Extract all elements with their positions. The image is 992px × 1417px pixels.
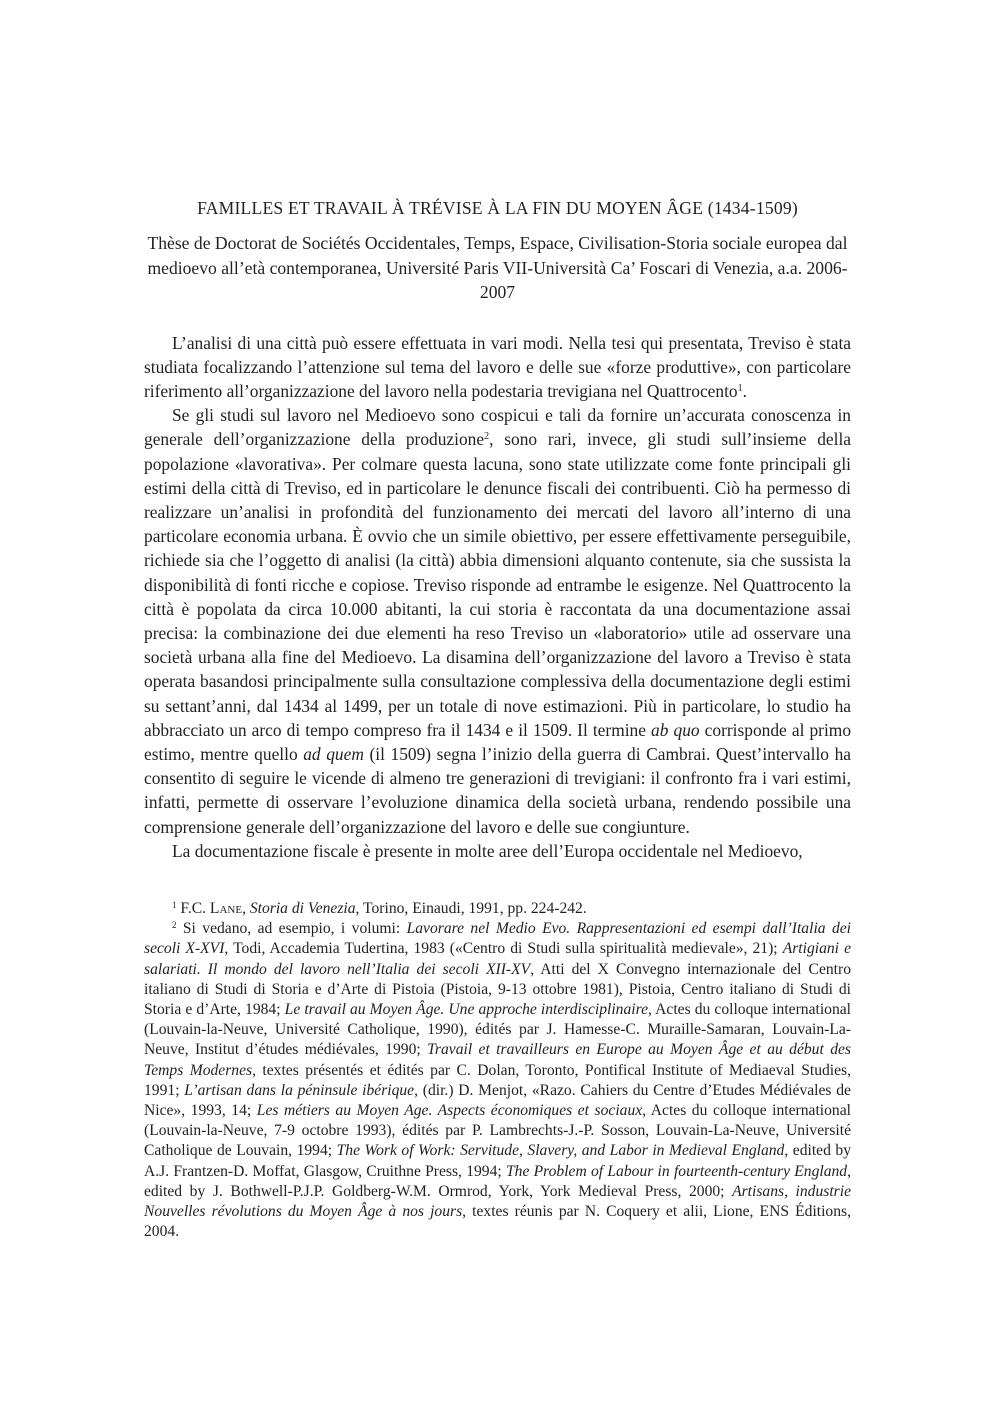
footnote-2-text-f: , (dir.) D. Menjot, «Razo. Cahiers du Centre d’Etudes Médiévales de Nice», 1993, 14; bbox=[144, 1081, 851, 1119]
footnote-2-work-1: Lavorare nel Medio Evo. Rappresentazioni ed esempi dall’Italia dei secoli X-XVI bbox=[144, 920, 852, 958]
footnote-2-text-c: , Atti del X Convegno internazionale del Centro italiano di Studi di Storia e d’Arte di Pistoia (Pistoia, 9-13 ottobre 1981), Pistoia, Centro italiano di Studi di Storia e d’Arte, 1984; bbox=[144, 960, 851, 1018]
paragraph-3-text: La documentazione fiscale è presente in molte aree dell’Europa occidentale nel Medioevo, bbox=[172, 840, 803, 861]
paragraph-2 bbox=[144, 403, 851, 839]
footnote-2-number: 2 bbox=[172, 920, 177, 931]
term-ab-quo: ab quo bbox=[651, 719, 700, 740]
footnote-2-text-a: Si vedano, ad esempio, i volumi: bbox=[176, 920, 407, 938]
footnote-2-text-h: , edited by A.J. Frantzen-D. Moffat, Glasgow, Cruithne Press, 1994; bbox=[144, 1142, 851, 1180]
footnotes bbox=[144, 899, 851, 1242]
footnote-1-text-a: F.C. bbox=[176, 899, 210, 917]
footnote-2-work-5: L’artisan dans la péninsule ibérique bbox=[184, 1081, 415, 1099]
footnote-ref-2[interactable]: 2 bbox=[484, 431, 490, 443]
footnote-2-text-d: , Actes du colloque international (Louvain-la-Neuve, Université Catholique, 1990), édités par J. Hamesse-C. Muraille-Samaran, Louvain-La-Neuve, Institut d’études médiévales, 1990; bbox=[144, 1000, 852, 1059]
footnote-2-work-8: The Problem of Labour in fourteenth-century England bbox=[505, 1162, 848, 1180]
footnote-2-text-j: , edited by J. Bothwell-P.J.P. Goldberg-W.M. Ormrod, York, York Medieval Press, 2000; bbox=[144, 1162, 851, 1200]
paragraph-2-text-b: , sono rari, invece, gli studi sull’insieme della popolazione «lavorativa». Per colmare questa lacuna, sono state utilizzate come fonte principali gli estimi della città di Treviso, ed in particolare le denunce fiscali dei contribuenti. Ciò ha permesso di realizzare un’analisi in profondità del funzionamento dei mercati del lavoro all’interno di una particolare economia urbana. È ovvio che un simile obiettivo, per essere effettivamente perseguibile, richiede sia che l’oggetto di analisi (la città) abbia dimensioni alquanto contenute, sia che sussista la disponibilità di fonti ricche e copiose. Treviso risponde ad entrambe le esigenze. Nel Quattrocento la città è popolata da circa 10.000 abitanti, la cui storia è raccontata da una documentazione assai precisa: la combinazione dei due elementi ha reso Treviso un «laboratorio» utile ad osservare una società urbana alla fine del Medioevo. La disamina dell’organizzazione del lavoro a Treviso è stata operata basandosi principalmente sulla consultazione complessiva della documentazione degli estimi su settant’anni, dal 1434 al 1499, per un totale di nove estimazioni. Più in particolare, lo studio ha abbracciato un arco di tempo compreso fra il 1434 e il 1509. Il termine bbox=[144, 429, 852, 740]
paragraph-2-text-a: Se gli studi sul lavoro nel Medioevo sono cospicui e tali da fornire un’accurata conoscenza in generale dell’organizzazione della produzione bbox=[144, 405, 851, 450]
term-ad-quem: ad quem bbox=[303, 743, 364, 764]
footnote-2-work-4: Travail et travailleurs en Europe au Moyen Âge et au début des Temps Modernes bbox=[144, 1041, 851, 1079]
footnote-1-author: Lane bbox=[209, 899, 243, 917]
footnote-2-work-6: Les métiers au Moyen Age. Aspects économiques et sociaux bbox=[256, 1102, 643, 1119]
footnote-2-text-g: , Actes du colloque international (Louvain-la-Neuve, 7-9 octobre 1993), édités par P. Lambrechts-J.-P. Sosson, Louvain-La-Neuve, Université Catholique de Louvain, 1994; bbox=[144, 1102, 851, 1160]
footnote-2-work-7: The Work of Work: Servitude, Slavery, and Labor in Medieval England bbox=[336, 1142, 785, 1160]
footnote-2-text-k: , textes réunis par N. Coquery et alii, Lione, ENS Éditions, 2004. bbox=[144, 1203, 851, 1241]
paragraph-2-text-d: (il 1509) segna l’inizio della guerra di Cambrai. Quest’intervallo ha consentito di seguire le vicende di almeno tre generazioni di trevigiani: il confronto fra i vari estimi, infatti, permette di osservare l’evoluzione dinamica della società urbana, rendendo possibile una comprensione generale dell’organizzazione del lavoro e delle sue congiunture. bbox=[144, 743, 851, 837]
footnote-2-work-3: Le travail au Moyen Âge. Une approche interdisciplinaire bbox=[284, 1000, 649, 1018]
paragraph-1 bbox=[144, 331, 851, 404]
paragraph-1-end: . bbox=[742, 380, 747, 401]
footnote-1-work-title: Storia di Venezia bbox=[249, 899, 356, 917]
footnote-1-text-c: , Torino, Einaudi, 1991, pp. 224-242. bbox=[355, 899, 587, 917]
footnote-2-text-b: , Todi, Accademia Tudertina, 1983 («Centro di Studi sulla spiritualità medievale», 21); bbox=[224, 940, 783, 958]
document-subtitle: Thèse de Doctorat de Sociétés Occidentales, Temps, Espace, Civilisation-Storia sociale europea dal medioevo all’età contemporanea, Université Paris VII-Università Ca’ Foscari di Venezia, a.a. 2006-2007 bbox=[147, 233, 848, 302]
footnote-2-work-2: Artigiani e salariati. Il mondo del lavoro nell’Italia dei secoli XII-XV bbox=[144, 940, 852, 978]
document-title: FAMILLES ET TRAVAIL À TRÉVISE À LA FIN DU MOYEN ÂGE (1434-1509) bbox=[197, 198, 798, 218]
paragraph-2-text-c: corrisponde al primo estimo, mentre quello bbox=[144, 719, 852, 764]
page-content bbox=[144, 196, 851, 1242]
footnote-1-number: 1 bbox=[172, 899, 177, 910]
footnote-2-text-e: , textes présentés et édités par C. Dolan, Toronto, Pontifical Institute of Mediaeval Studies, 1991; bbox=[144, 1061, 852, 1099]
paragraph-1-text: L’analisi di una città può essere effettuata in vari modi. Nella tesi qui presentata, Treviso è stata studiata focalizzando l’attenzione sul tema del lavoro e delle sue «forze produttive», con particolare riferimento all’organizzazione del lavoro nella podestaria trevigiana nel Quattrocento bbox=[144, 332, 851, 401]
footnote-1-text-b: , bbox=[242, 899, 250, 917]
footnote-ref-1[interactable]: 1 bbox=[737, 382, 743, 394]
footnote-2-work-9: Artisans, industrie Nouvelles révolutions du Moyen Âge à nos jours bbox=[144, 1182, 851, 1221]
paragraph-3 bbox=[144, 839, 851, 863]
footnote-1 bbox=[144, 899, 851, 919]
footnote-2 bbox=[144, 919, 851, 1242]
body-text bbox=[144, 331, 851, 863]
